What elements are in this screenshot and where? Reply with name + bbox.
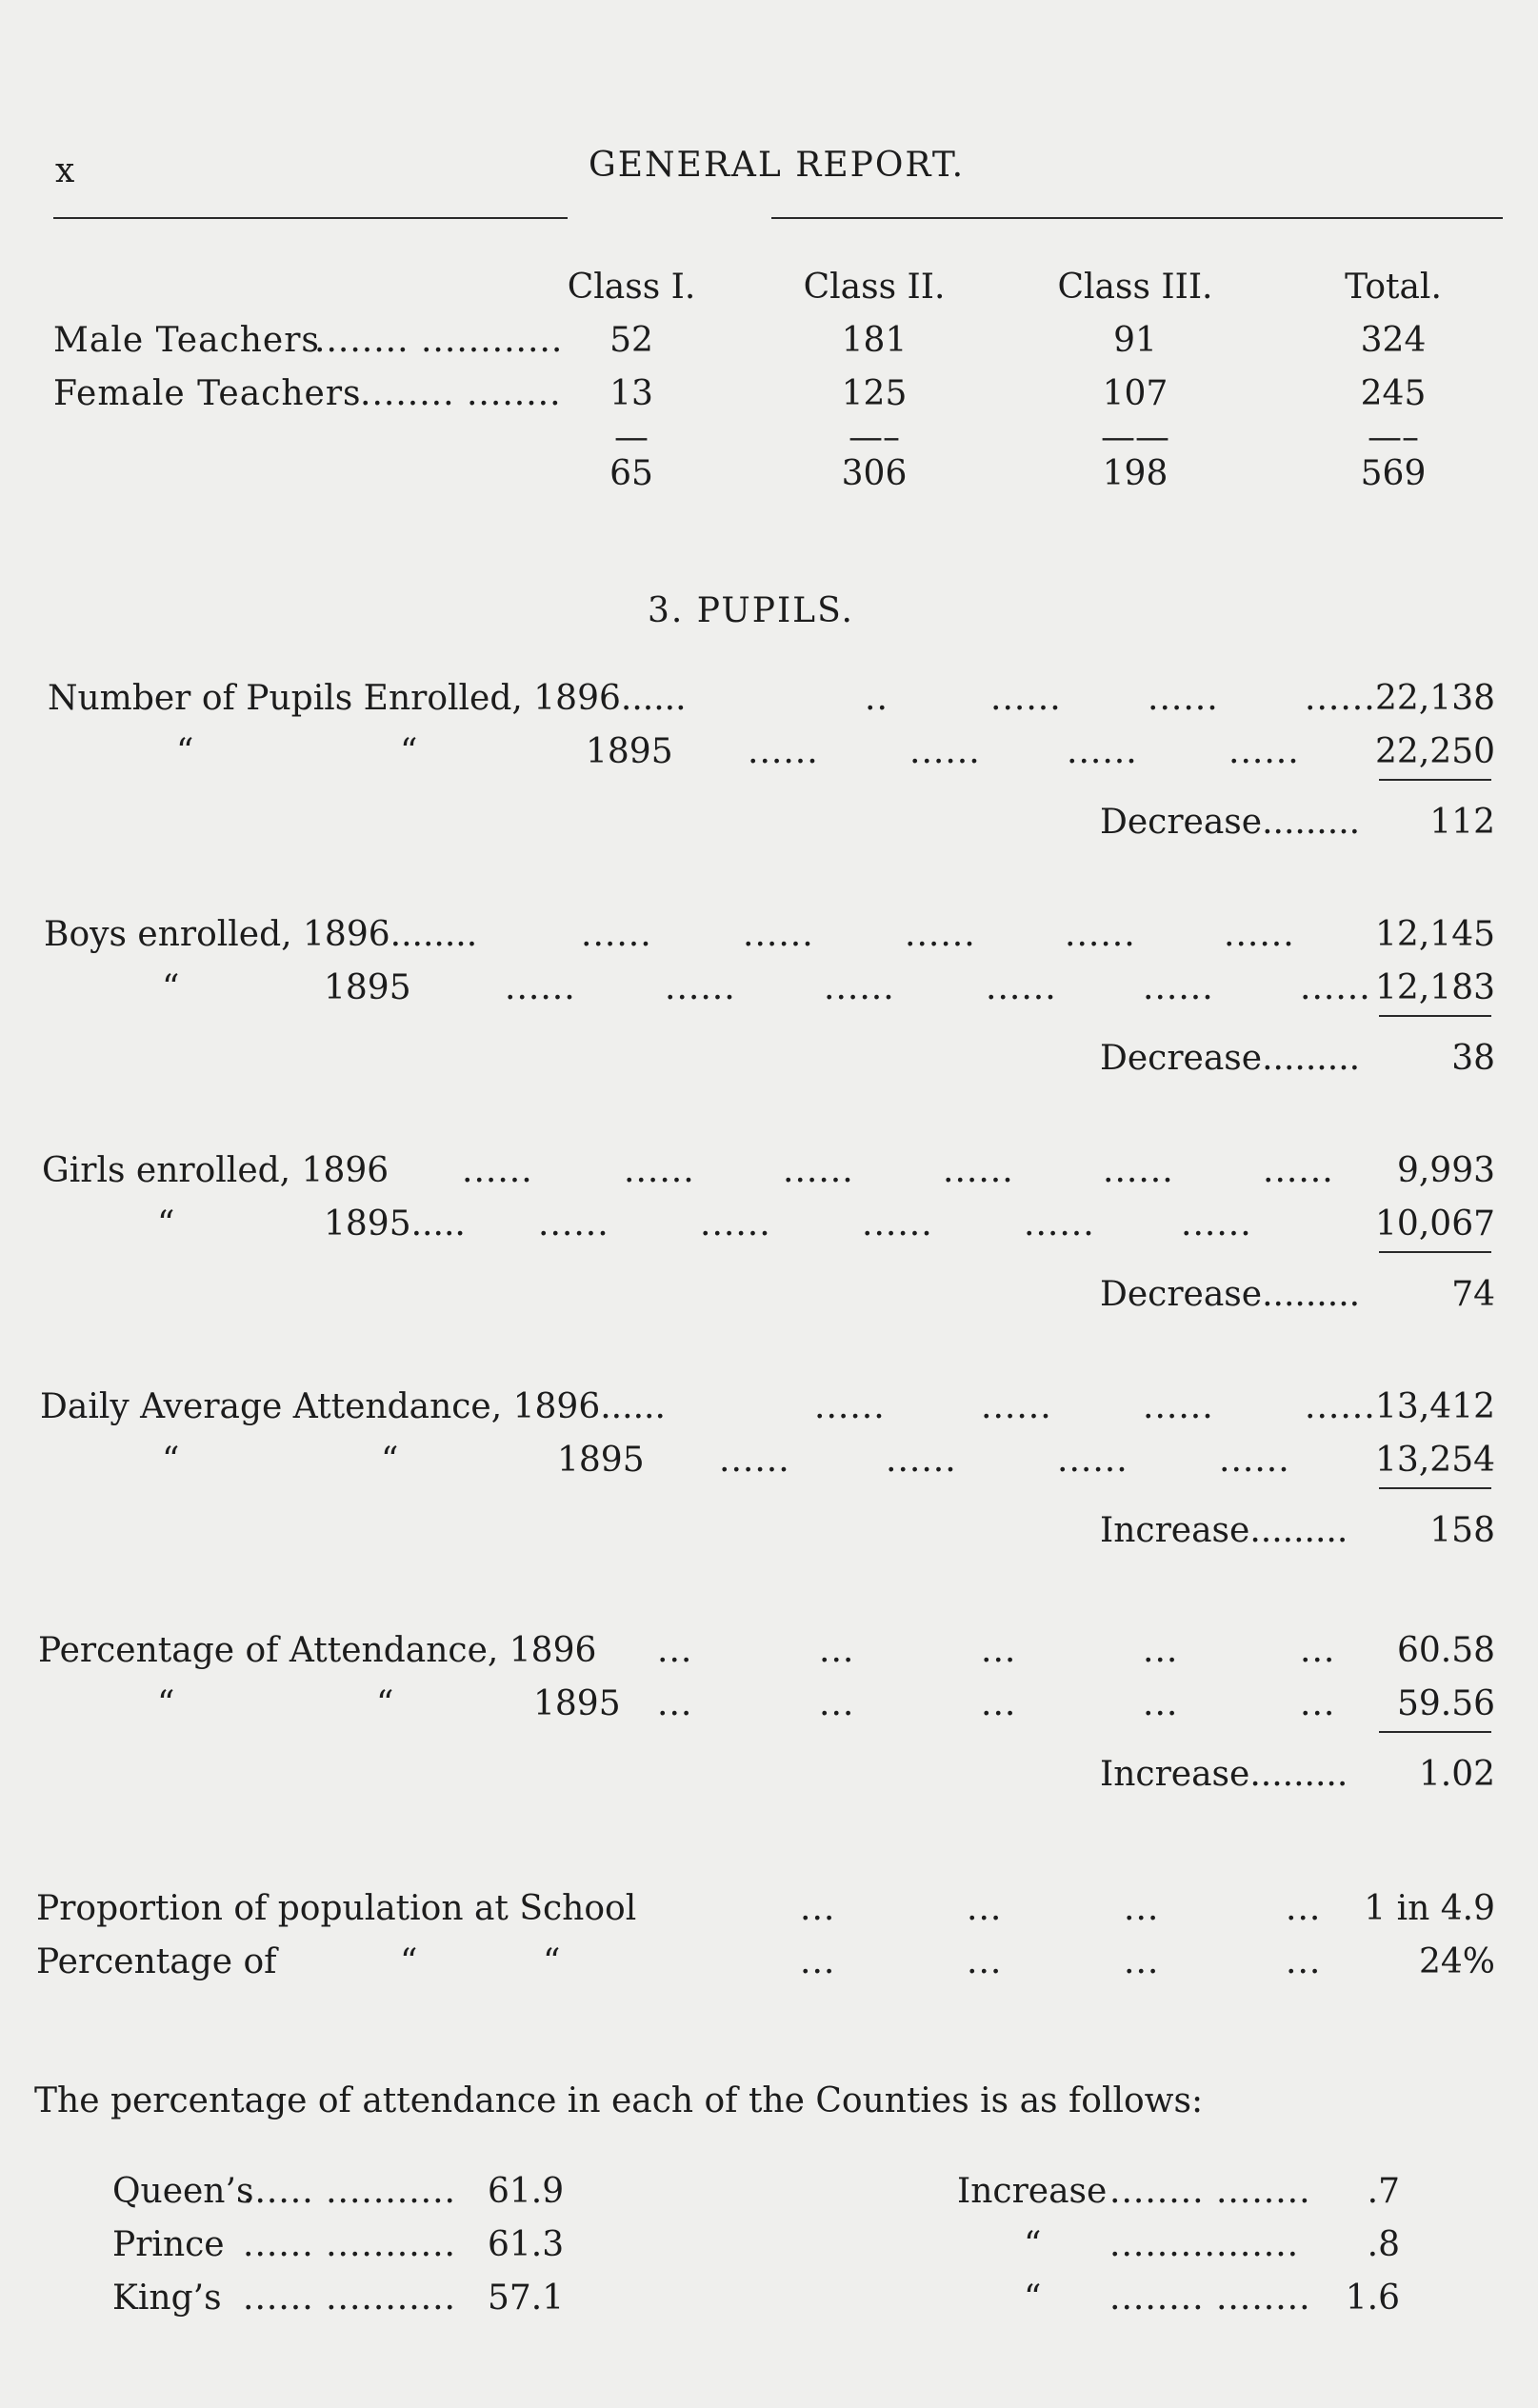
- ditto-mark: “: [157, 1204, 175, 1244]
- sum-rule: [1379, 779, 1491, 781]
- stat-value: 59.56: [1396, 1684, 1495, 1723]
- county-percentage: 61.3: [488, 2225, 565, 2264]
- leader-dots: ...: [1286, 1889, 1322, 1928]
- leader-dots: ......: [538, 1204, 609, 1244]
- change-value: 74: [1451, 1275, 1495, 1314]
- leader-dots: ...... ...........: [243, 2172, 456, 2211]
- change-label: Decrease.........: [1100, 803, 1361, 842]
- leader-dots: ......: [1305, 679, 1376, 718]
- row-label: Female Teachers: [53, 374, 362, 413]
- percentage-value: 24%: [1418, 1942, 1495, 1981]
- change-value: 38: [1451, 1039, 1495, 1078]
- leader-dots: ......: [1219, 1441, 1290, 1480]
- stat-value: 22,250: [1375, 732, 1495, 771]
- stat-value: 13,254: [1375, 1441, 1495, 1480]
- ditto-mark: “: [162, 968, 180, 1007]
- leader-dots: ...: [981, 1631, 1017, 1670]
- leader-dots: ...... ...........: [243, 2225, 456, 2264]
- stat-year: 1895: [533, 1684, 621, 1723]
- table-cell: 324: [1360, 321, 1427, 360]
- table-cell: 91: [1113, 321, 1157, 360]
- county-change-label: Increase: [957, 2172, 1108, 2211]
- leader-dots: ...: [819, 1631, 855, 1670]
- table-total: 569: [1360, 454, 1427, 493]
- leader-dots: ........ ........: [1109, 2172, 1311, 2211]
- leader-dots: ......: [943, 1151, 1014, 1190]
- leader-dots: ...: [800, 1889, 836, 1928]
- stat-value: 9,993: [1396, 1151, 1495, 1190]
- leader-dots: ...: [1124, 1942, 1160, 1981]
- stat-label: Boys enrolled, 1896........: [44, 915, 478, 954]
- leader-dots: ......: [1065, 915, 1136, 954]
- column-header: Class III.: [1057, 268, 1213, 307]
- leader-dots: ...... ...........: [243, 2279, 456, 2318]
- sum-rule: [1379, 1487, 1491, 1489]
- stat-value: 12,183: [1375, 968, 1495, 1007]
- county-percentage: 61.9: [488, 2172, 565, 2211]
- sum-rule: [1379, 1731, 1491, 1733]
- leader-dots: ...: [1300, 1631, 1336, 1670]
- leader-dots: ......: [1263, 1151, 1334, 1190]
- leader-dots: ......: [1148, 679, 1219, 718]
- table-cell: 181: [841, 321, 908, 360]
- leader-dots: ......: [1143, 968, 1214, 1007]
- county-change: .8: [1367, 2225, 1400, 2264]
- leader-dots: ........ ........: [1109, 2279, 1311, 2318]
- leader-dots: ...: [800, 1942, 836, 1981]
- leader-dots: ......: [1224, 915, 1295, 954]
- section-title: 3. PUPILS.: [648, 591, 854, 630]
- leader-dots: ......: [1181, 1204, 1252, 1244]
- leader-dots: ......: [462, 1151, 533, 1190]
- county-name: King’s: [112, 2279, 222, 2318]
- stat-label: Girls enrolled, 1896: [42, 1151, 389, 1190]
- ditto-mark: “: [376, 1684, 394, 1723]
- leader-dots: ......: [814, 1387, 886, 1426]
- ditto-mark: “: [162, 1441, 180, 1480]
- leader-dots: ..: [865, 679, 889, 718]
- counties-intro: The percentage of attendance in each of the Counties is as follows:: [34, 2081, 1204, 2120]
- table-cell: 245: [1360, 374, 1427, 413]
- table-cell: 52: [609, 321, 653, 360]
- leader-dots: ......: [990, 679, 1062, 718]
- leader-dots: ...: [1300, 1684, 1336, 1723]
- county-name: Prince: [112, 2225, 225, 2264]
- table-total: 306: [841, 454, 908, 493]
- leader-dots: ...: [1143, 1631, 1179, 1670]
- sum-rule: [1379, 1015, 1491, 1017]
- stat-value: 60.58: [1396, 1631, 1495, 1670]
- sum-rule-mark: —: [614, 418, 649, 457]
- leader-dots: ......: [505, 968, 576, 1007]
- change-label: Decrease.........: [1100, 1039, 1361, 1078]
- leader-dots: ...: [657, 1631, 693, 1670]
- ditto-mark: “: [157, 1684, 175, 1723]
- stat-year: 1895.....: [324, 1204, 466, 1244]
- change-label: Increase.........: [1100, 1511, 1348, 1550]
- row-label: Male Teachers: [53, 321, 320, 360]
- county-percentage: 57.1: [488, 2279, 565, 2318]
- county-change-label: “: [1024, 2225, 1042, 2264]
- row-leader: ........ ........: [360, 374, 562, 413]
- stat-value: 10,067: [1375, 1204, 1495, 1244]
- leader-dots: ......: [719, 1441, 790, 1480]
- leader-dots: ......: [986, 968, 1057, 1007]
- leader-dots: ......: [1228, 732, 1300, 771]
- proportion-label: Proportion of population at School: [36, 1889, 637, 1928]
- leader-dots: ......: [886, 1441, 957, 1480]
- ditto-mark: “: [381, 1441, 399, 1480]
- page-numeral: x: [55, 151, 75, 190]
- leader-dots: ......: [1143, 1387, 1214, 1426]
- leader-dots: ......: [1057, 1441, 1129, 1480]
- leader-dots: ......: [1300, 968, 1371, 1007]
- leader-dots: ......: [1067, 732, 1138, 771]
- stat-year: 1895: [557, 1441, 645, 1480]
- stat-label: Number of Pupils Enrolled, 1896......: [48, 679, 687, 718]
- leader-dots: ......: [743, 915, 814, 954]
- leader-dots: ......: [1024, 1204, 1095, 1244]
- leader-dots: ......: [665, 968, 736, 1007]
- leader-dots: ................: [1109, 2225, 1300, 2264]
- county-change: .7: [1367, 2172, 1400, 2211]
- change-label: Decrease.........: [1100, 1275, 1361, 1314]
- change-value: 1.02: [1418, 1755, 1495, 1794]
- stat-value: 12,145: [1375, 915, 1495, 954]
- ditto-mark: “: [400, 1942, 418, 1981]
- table-cell: 13: [609, 374, 653, 413]
- leader-dots: ......: [981, 1387, 1052, 1426]
- column-header: Class I.: [567, 268, 696, 307]
- ditto-mark: “: [400, 732, 418, 771]
- leader-dots: ...: [1124, 1889, 1160, 1928]
- change-label: Increase.........: [1100, 1755, 1348, 1794]
- leader-dots: ......: [1103, 1151, 1174, 1190]
- sum-rule-mark: —–: [1368, 418, 1419, 457]
- leader-dots: ......: [581, 915, 652, 954]
- leader-dots: ...: [657, 1684, 693, 1723]
- table-total: 198: [1102, 454, 1168, 493]
- leader-dots: ...: [981, 1684, 1017, 1723]
- sum-rule-mark: —–: [849, 418, 900, 457]
- county-change-label: “: [1024, 2279, 1042, 2318]
- ditto-mark: “: [176, 732, 194, 771]
- table-cell: 107: [1102, 374, 1168, 413]
- table-total: 65: [609, 454, 653, 493]
- stat-value: 13,412: [1375, 1387, 1495, 1426]
- county-name: Queen’s: [112, 2172, 254, 2211]
- county-change: 1.6: [1345, 2279, 1400, 2318]
- change-value: 158: [1429, 1511, 1495, 1550]
- leader-dots: ......: [624, 1151, 695, 1190]
- sum-rule-mark: ——: [1101, 418, 1169, 457]
- leader-dots: ...: [1286, 1942, 1322, 1981]
- leader-dots: ...: [967, 1889, 1003, 1928]
- leader-dots: ......: [909, 732, 981, 771]
- ditto-mark: “: [543, 1942, 561, 1981]
- change-value: 112: [1429, 803, 1495, 842]
- leader-dots: ...: [1143, 1684, 1179, 1723]
- leader-dots: ......: [862, 1204, 933, 1244]
- leader-dots: ......: [1305, 1387, 1376, 1426]
- stat-label: Daily Average Attendance, 1896......: [40, 1387, 666, 1426]
- leader-dots: ......: [748, 732, 819, 771]
- row-leader: ........ ............: [314, 321, 564, 360]
- proportion-value: 1 in 4.9: [1364, 1889, 1495, 1928]
- leader-dots: ...: [967, 1942, 1003, 1981]
- leader-dots: ......: [783, 1151, 854, 1190]
- leader-dots: ......: [824, 968, 895, 1007]
- column-header: Class II.: [803, 268, 946, 307]
- percentage-label: Percentage of: [36, 1942, 277, 1981]
- stat-year: 1895: [586, 732, 673, 771]
- stat-value: 22,138: [1375, 679, 1495, 718]
- leader-dots: ......: [905, 915, 976, 954]
- leader-dots: ...: [819, 1684, 855, 1723]
- running-title: GENERAL REPORT.: [589, 146, 966, 185]
- table-cell: 125: [841, 374, 908, 413]
- header-rule-right: [771, 217, 1503, 219]
- column-header: Total.: [1345, 268, 1442, 307]
- header-rule-left: [53, 217, 568, 219]
- sum-rule: [1379, 1251, 1491, 1253]
- stat-year: 1895: [324, 968, 411, 1007]
- stat-label: Percentage of Attendance, 1896: [38, 1631, 597, 1670]
- leader-dots: ......: [700, 1204, 771, 1244]
